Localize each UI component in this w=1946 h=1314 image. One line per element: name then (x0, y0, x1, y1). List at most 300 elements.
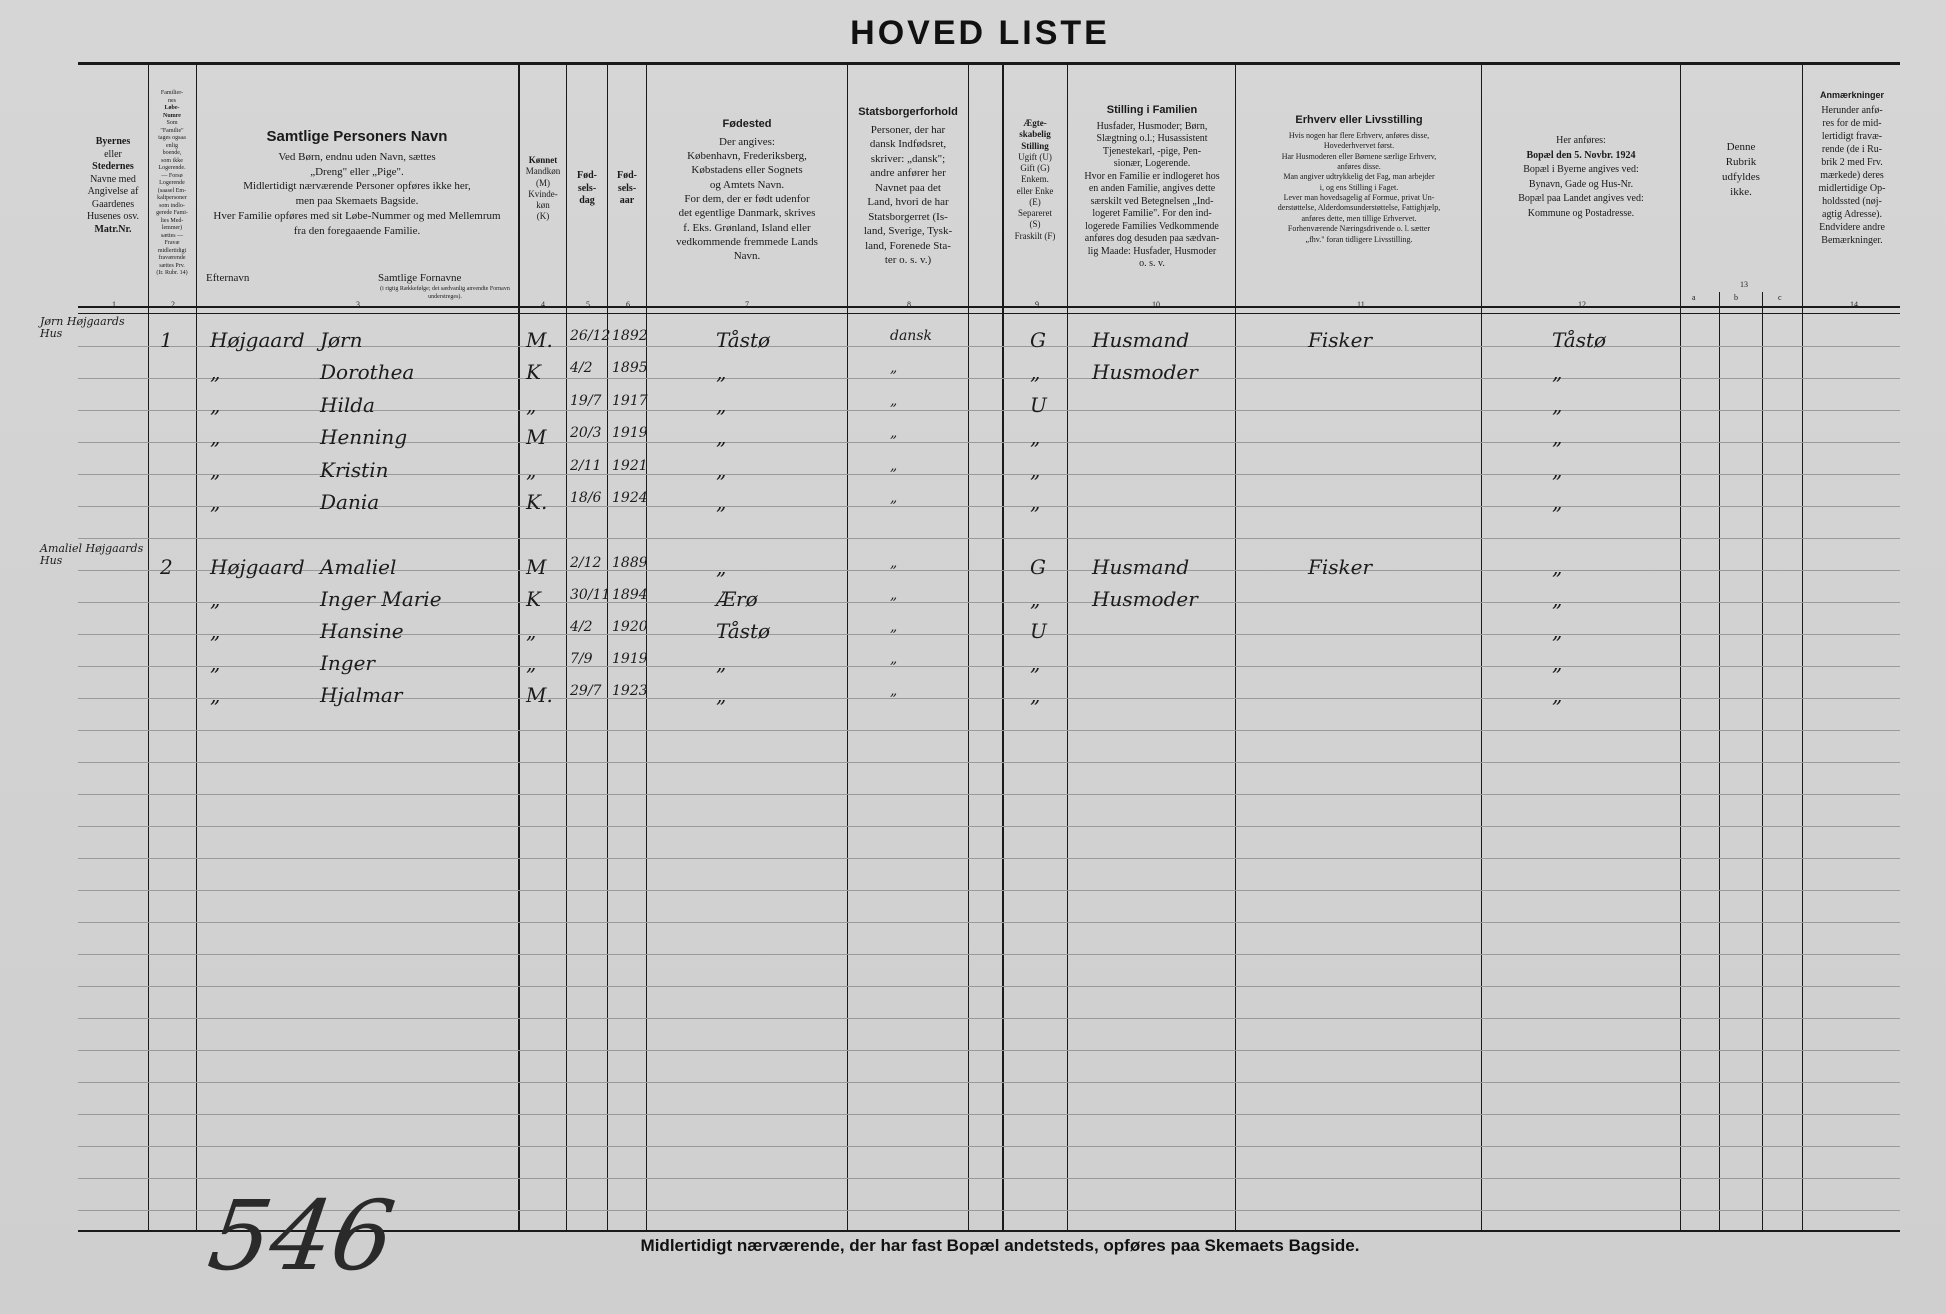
header-line: Købstadens eller Sognets (691, 164, 803, 177)
entry-residence: „ (1552, 360, 1563, 384)
entry-day: 2/12 (570, 555, 602, 571)
header-line: Som (166, 120, 178, 126)
column-number: 3 (356, 300, 360, 309)
footer-note: Midlertidigt nærværende, der har fast Bopæl andetsteds, opføres paa Skemaets Bagside. (640, 1236, 1360, 1255)
entry-marital: „ (1030, 587, 1041, 611)
header-line: Kønnet (528, 155, 558, 165)
ruled-line (78, 1050, 1900, 1051)
header-line: tages ogsaa (158, 135, 186, 141)
header-line: — Forsø (161, 172, 183, 179)
entry-position: Husmand (1092, 328, 1190, 352)
entry-residence: „ (1552, 587, 1563, 611)
entry-surname: „ (210, 458, 221, 482)
column-number: 13 (1740, 280, 1748, 289)
header-line: Logerende (159, 180, 185, 186)
header-col-13 (1682, 140, 1800, 199)
header-line: ikke. (1730, 185, 1752, 198)
header-line: res for de mid- (1822, 118, 1882, 130)
column-number: 2 (171, 300, 175, 309)
entry-surname: „ (210, 651, 221, 675)
col-line-4 (566, 64, 567, 1230)
column-number: 4 (541, 300, 545, 309)
header-line: Der angives: (719, 135, 775, 148)
entry-sex: K. (526, 490, 548, 514)
entry-day: 18/6 (570, 490, 602, 506)
header-line: Husenes osv. (86, 211, 140, 222)
entry-place: Jørn Højgaards Hus (40, 315, 125, 341)
header-line: aar (619, 195, 635, 206)
entry-day: 29/7 (570, 683, 602, 699)
header-line: agtig Adresse). (1822, 209, 1882, 221)
header-line: boende, (162, 150, 182, 156)
page-title: HOVED LISTE (850, 14, 1110, 52)
col-line-3 (518, 64, 520, 1230)
entry-marital: „ (1030, 490, 1041, 514)
header-line: København, Frederiksberg, (687, 150, 807, 163)
header-line: sættes Prv. (159, 262, 185, 269)
entry-position: Husmoder (1092, 360, 1198, 384)
column-number: 11 (1357, 300, 1365, 309)
ruled-line (78, 730, 1900, 731)
entry-day: 2/11 (570, 458, 602, 474)
header-line: dag (579, 195, 595, 206)
entry-sex: M (526, 555, 547, 579)
entry-surname: „ (210, 587, 221, 611)
entry-citizenship: dansk (890, 328, 932, 344)
header-line: Bynavn, Gade og Hus-Nr. (1528, 178, 1634, 190)
header-line: Enkem. (1021, 174, 1049, 185)
entry-given: Dorothea (320, 360, 415, 384)
entry-marital: G (1030, 555, 1046, 579)
header-col-11-lines (1238, 131, 1480, 245)
entry-marital: „ (1030, 458, 1041, 482)
entry-day: 7/9 (570, 651, 593, 667)
header-col-8-lines (849, 123, 967, 268)
header-line: Ugift (U) (1018, 151, 1052, 162)
header-line: som indlo- (159, 202, 185, 209)
header-surname: Efternavn (206, 272, 250, 284)
entry-year: 1895 (612, 360, 648, 376)
header-line: Slægtning o.l.; Husassistent (1096, 133, 1208, 145)
entry-occupation: Fisker (1308, 555, 1373, 579)
header-line: Fravæ (164, 240, 180, 246)
col-line-6 (646, 64, 647, 1230)
ruled-line (78, 922, 1900, 923)
header-line: Personer, der har (870, 123, 946, 136)
header-line: Rubrik (1725, 155, 1757, 168)
entry-surname: „ (210, 360, 221, 384)
column-number: 6 (626, 300, 630, 309)
entry-year: 1924 (612, 490, 648, 506)
entry-given: Hansine (320, 619, 404, 643)
header-col-7-title: Fødested (722, 118, 772, 130)
header-line: fraværende (158, 255, 186, 261)
header-line: Forhenværende Næringsdrivende o. l. sætter (1287, 224, 1431, 234)
col-line-10 (1235, 64, 1236, 1230)
header-line: Hovederhvervet først. (1323, 141, 1395, 151)
entry-day: 4/2 (570, 619, 593, 635)
header-line: holdssted (nøj- (1822, 196, 1882, 208)
column-number: 8 (907, 300, 911, 309)
header-line: Denne (1726, 141, 1756, 153)
col-line-9 (1067, 64, 1068, 1230)
entry-position: Husmoder (1092, 587, 1198, 611)
entry-sex: „ (526, 393, 537, 417)
header-line: anføres dog desuden paa sædvan- (1084, 233, 1220, 245)
entry-given: Hjalmar (320, 683, 403, 707)
header-line: enlig (166, 142, 178, 149)
header-line: Ved Børn, endnu uden Navn, sættes (278, 150, 436, 163)
entry-sex: „ (526, 619, 537, 643)
entry-citizenship: „ (890, 619, 898, 635)
header-line: sættes — (160, 232, 184, 239)
entry-marital: „ (1030, 360, 1041, 384)
header-line: lertidigt fravæ- (1821, 131, 1883, 143)
header-sub-label: c (1778, 293, 1782, 302)
header-line: Midlertidigt nærværende Personer opføres ikke her, (243, 180, 471, 193)
second-header-rule (78, 313, 1900, 314)
entry-given: Henning (320, 425, 408, 449)
header-col-4 (520, 155, 566, 223)
ruled-line (78, 826, 1900, 827)
entry-citizenship: „ (890, 458, 898, 474)
entry-marital: U (1030, 619, 1047, 643)
header-col-11-title: Erhverv eller Livsstilling (1295, 114, 1423, 126)
entry-year: 1923 (612, 683, 648, 699)
header-line: Gift (G) (1020, 163, 1050, 173)
ruled-line (78, 890, 1900, 891)
header-col-12 (1484, 134, 1678, 221)
header-line: lies Med- (160, 217, 184, 224)
header-line: Navn. (733, 250, 761, 263)
col-line-7 (847, 64, 848, 1230)
header-line: (S) (1029, 219, 1041, 230)
header-line: kaltpersoner (157, 195, 187, 201)
column-number: 10 (1152, 300, 1160, 309)
header-line: og Amtets Navn. (709, 178, 785, 191)
header-line: „Dreng" eller „Pige". (310, 165, 404, 178)
header-line: nes (168, 97, 176, 104)
col-line-2 (196, 64, 197, 1230)
entry-given: Amaliel (320, 555, 397, 579)
header-line: mærkede) deres (1820, 170, 1884, 182)
ruled-line (78, 1178, 1900, 1179)
header-col-3-title: Samtlige Personers Navn (266, 128, 448, 145)
entry-residence: „ (1552, 393, 1563, 417)
ruled-line (78, 1114, 1900, 1115)
header-line: Herunder anfø- (1821, 105, 1883, 117)
header-line: anføres disse. (1337, 161, 1381, 171)
column-number: 7 (745, 300, 749, 309)
header-line: sels- (617, 182, 637, 194)
col-line-11 (1481, 64, 1482, 1230)
header-line: køn (536, 200, 550, 210)
entry-birthplace: „ (716, 555, 727, 579)
entry-year: 1919 (612, 651, 648, 667)
header-line: "Familie" (160, 127, 184, 134)
entry-position: Husmand (1092, 555, 1190, 579)
header-col-10 (1070, 104, 1234, 271)
entry-residence: „ (1552, 651, 1563, 675)
header-line: skabelig (1019, 129, 1051, 140)
header-sub-label: b (1734, 293, 1738, 302)
header-line: Bopæl i Byerne angives ved: (1523, 164, 1639, 175)
header-line: eller (104, 148, 122, 160)
header-line: (K) (536, 211, 550, 222)
header-line: „fhv." foran tidligere Livsstilling. (1305, 234, 1413, 244)
entry-birthplace: „ (716, 360, 727, 384)
header-line: Fød- (617, 170, 637, 181)
entry-year: 1889 (612, 555, 648, 571)
header-col-7 (650, 118, 844, 263)
entry-residence: „ (1552, 555, 1563, 579)
header-line: Logerende. (158, 165, 186, 171)
header-col-8 (849, 106, 967, 268)
entry-family-no: 1 (160, 328, 173, 352)
entry-year: 1917 (612, 393, 648, 409)
header-line: Land, hvori de har (867, 196, 949, 209)
header-line: (saasel Em- (157, 187, 187, 194)
entry-place: Amaliel Højgaards Hus (40, 542, 144, 568)
entry-marital: U (1030, 393, 1047, 417)
entry-surname: Højgaard (210, 328, 305, 352)
header-line: Bopæl den 5. Novbr. 1924 (1526, 149, 1636, 161)
header-line: Matr.Nr. (94, 223, 132, 235)
header-line: Numre (163, 112, 181, 119)
header-col-2 (149, 90, 195, 278)
entry-birthplace: Ærø (716, 587, 758, 611)
header-line: Bemærkninger. (1821, 235, 1883, 247)
header-line: brik 2 med Frv. (1821, 157, 1883, 169)
entry-surname: „ (210, 490, 221, 514)
header-line: (M) (536, 177, 550, 188)
entry-birthplace: „ (716, 683, 727, 707)
header-line: Husfader, Husmoder; Børn, (1096, 120, 1208, 132)
header-line: Hver Familie opføres med sit Løbe-Nummer og med Mellemrum (213, 210, 501, 223)
header-line: en anden Familie, angives dette (1088, 183, 1216, 195)
header-line: Bopæl paa Landet angives ved: (1518, 193, 1644, 204)
header-col-9 (1004, 118, 1066, 242)
entry-citizenship: „ (890, 683, 898, 699)
header-line: midlertidigt (157, 247, 187, 254)
entry-citizenship: „ (890, 587, 898, 603)
entry-residence: „ (1552, 619, 1563, 643)
entry-birthplace: „ (716, 490, 727, 514)
header-col-10-lines (1070, 121, 1234, 271)
entry-birthplace: Tåstø (716, 619, 771, 643)
header-line: midlertidige Op- (1818, 183, 1886, 195)
header-line: Navne med (90, 173, 136, 185)
header-line: Separeret (1018, 208, 1052, 218)
header-line: Endvidere andre (1819, 222, 1885, 234)
header-line: land, Forenede Sta- (865, 239, 951, 252)
header-col-7-lines (650, 135, 844, 264)
header-line: eller Enke (1016, 185, 1054, 196)
entry-year: 1892 (612, 328, 648, 344)
entry-sex: M. (526, 683, 553, 707)
entry-surname: „ (210, 393, 221, 417)
entry-residence: „ (1552, 425, 1563, 449)
col-line-13a (1719, 292, 1720, 1230)
header-sub-label: a (1692, 293, 1696, 302)
entry-year: 1894 (612, 587, 648, 603)
header-line: Kvinde- (528, 188, 558, 199)
entry-residence: „ (1552, 683, 1563, 707)
entry-birthplace: Tåstø (716, 328, 771, 352)
header-line: Mandkøn (525, 166, 561, 177)
header-line: land, Sverige, Tysk- (863, 225, 953, 238)
column-number: 1 (112, 300, 116, 309)
header-line: rende (de i Ru- (1821, 144, 1883, 156)
header-line: Her anføres: (1556, 135, 1606, 146)
header-line: (Ir. Rubr. 14) (156, 270, 188, 276)
header-line: Fraskilt (F) (1014, 230, 1056, 241)
header-col-8-title: Statsborgerforhold (858, 106, 958, 118)
header-col-10-title: Stilling i Familien (1106, 104, 1198, 116)
header-line: sionær, Logerende. (1113, 158, 1191, 170)
header-line: som ikke (161, 157, 183, 164)
header-line: Har Husmoderen eller Børnene særlige Erhverv, (1281, 151, 1437, 161)
header-line: lig Maade: Husfader, Husmoder (1087, 245, 1217, 257)
column-number: 9 (1035, 300, 1039, 309)
header-line: logerede Families Vedkommende (1085, 220, 1219, 232)
header-line: Stedernes (92, 161, 134, 172)
entry-surname: „ (210, 425, 221, 449)
entry-year: 1920 (612, 619, 648, 635)
entry-marital: G (1030, 328, 1046, 352)
ruled-line (78, 986, 1900, 987)
header-col-5 (568, 170, 606, 208)
header-line: men paa Skemaets Bagside. (295, 195, 419, 208)
header-line: (E) (1029, 196, 1041, 207)
page-number: 546 (202, 1180, 402, 1292)
entry-sex: K (526, 587, 541, 611)
entry-citizenship: „ (890, 425, 898, 441)
header-col-11 (1238, 114, 1480, 245)
header-line: fra den foregaaende Familie. (293, 224, 421, 237)
col-line-12 (1680, 64, 1681, 1230)
entry-sex: K (526, 360, 541, 384)
header-col-14-title: Anmærkninger (1819, 90, 1884, 100)
header-col-3 (200, 128, 514, 239)
header-line: Byernes (95, 136, 131, 147)
header-line: f. Eks. Grønland, Island eller (683, 221, 811, 234)
header-line: gerede Fami- (156, 210, 188, 216)
header-line: Angivelse af (87, 186, 139, 197)
header-line: Navnet paa det (875, 181, 941, 194)
entry-marital: „ (1030, 683, 1041, 707)
header-col-3-lines (200, 150, 514, 239)
entry-citizenship: „ (890, 490, 898, 506)
entry-given: Jørn (320, 328, 363, 352)
entry-residence: „ (1552, 458, 1563, 482)
header-line: Kommune og Postadresse. (1527, 207, 1635, 219)
ruled-line (78, 762, 1900, 763)
col-line-5 (607, 64, 608, 1230)
entry-birthplace: „ (716, 651, 727, 675)
ruled-line (78, 794, 1900, 795)
header-line: sels- (577, 182, 597, 194)
ruled-line (78, 1146, 1900, 1147)
header-line: Statsborgerret (Is- (868, 210, 948, 223)
header-given-names: Samtlige Fornavne (378, 272, 462, 284)
header-line: særskilt ved Betegnelsen „Ind- (1090, 195, 1214, 207)
entry-citizenship: „ (890, 651, 898, 667)
entry-birthplace: „ (716, 458, 727, 482)
column-number: 5 (586, 300, 590, 309)
header-line: Hvor en Familie er indlogeret hos (1084, 170, 1220, 182)
ruled-line (78, 858, 1900, 859)
header-col-6 (608, 170, 646, 208)
entry-day: 4/2 (570, 360, 593, 376)
entry-given: Kristin (320, 458, 389, 482)
column-number: 12 (1578, 300, 1586, 309)
header-line: i, og ens Stilling i Faget. (1319, 182, 1399, 192)
entry-given: Inger Marie (320, 587, 442, 611)
entry-given: Dania (320, 490, 380, 514)
entry-marital: „ (1030, 651, 1041, 675)
header-col-1 (80, 136, 146, 236)
header-col-14 (1806, 90, 1898, 247)
header-line: Ægte- (1023, 118, 1047, 128)
header-line: Gaardenes (91, 198, 135, 210)
header-line: ter o. s. v.) (884, 254, 932, 267)
entry-family-no: 2 (160, 555, 173, 579)
header-line: Lever man hovedsagelig af Formue, privat Un- (1283, 193, 1435, 203)
header-line: udfyldes (1722, 170, 1760, 183)
entry-residence: Tåstø (1552, 328, 1607, 352)
entry-given: Inger (320, 651, 375, 675)
header-line: Man angiver udtrykkelig det Fag, man arbejder (1283, 172, 1435, 182)
header-line: skriver: „dansk"; (870, 152, 946, 165)
entry-sex: M. (526, 328, 553, 352)
entry-birthplace: „ (716, 393, 727, 417)
header-line: dansk Indfødsret, (869, 138, 947, 151)
entry-year: 1919 (612, 425, 648, 441)
header-line: anføres dette, men tillige Erhvervet. (1301, 213, 1417, 223)
entry-given: Hilda (320, 393, 375, 417)
header-line: derstøttelse, Alderdomsunderstøttelse, Fattighjælp, (1277, 203, 1441, 213)
header-line: andre anfører her (870, 167, 946, 180)
header-line: lemmer) (161, 225, 183, 231)
top-border (78, 62, 1900, 65)
entry-occupation: Fisker (1308, 328, 1373, 352)
entry-day: 26/12 (570, 328, 611, 344)
entry-residence: „ (1552, 490, 1563, 514)
header-line: Fød- (577, 170, 597, 181)
entry-birthplace: „ (716, 425, 727, 449)
header-line: vedkommende fremmede Lands (676, 235, 818, 248)
entry-surname: Højgaard (210, 555, 305, 579)
ruled-line (78, 1082, 1900, 1083)
entry-sex: M (526, 425, 547, 449)
col-line-13b (1762, 292, 1763, 1230)
col-line-13 (1802, 64, 1803, 1230)
header-given-note: (i rigtig Rækkefølge; det sædvanlig anvendte Fornavn understreges). (380, 286, 510, 300)
header-line: Familier- (160, 90, 184, 96)
header-line: Løbe- (164, 105, 180, 111)
header-line: Stilling (1021, 140, 1049, 151)
entry-day: 30/11 (570, 587, 611, 603)
entry-surname: „ (210, 619, 221, 643)
entry-day: 19/7 (570, 393, 602, 409)
entry-sex: „ (526, 458, 537, 482)
entry-day: 20/3 (570, 425, 602, 441)
header-line: o. s. v. (1139, 258, 1165, 270)
entry-citizenship: „ (890, 555, 898, 571)
entry-year: 1921 (612, 458, 648, 474)
entry-surname: „ (210, 683, 221, 707)
